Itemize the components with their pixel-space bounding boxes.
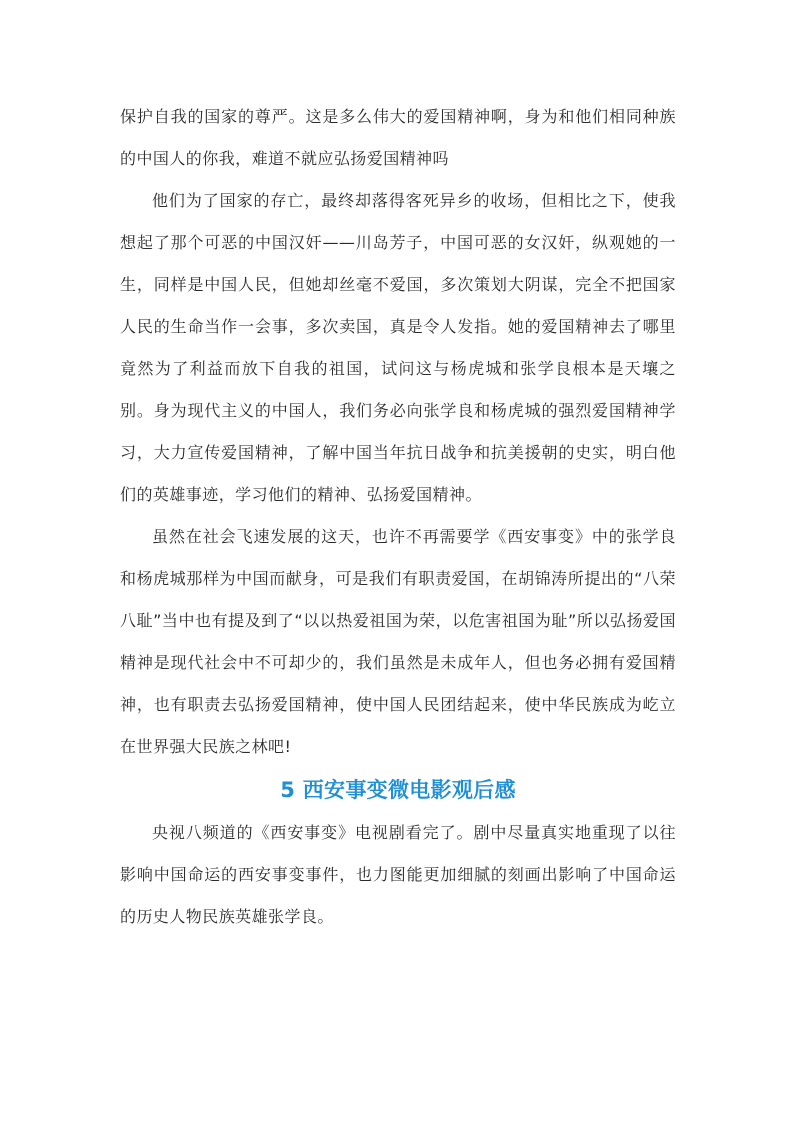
paragraph-1: 保护自我的国家的尊严。这是多么伟大的爱国精神啊，身为和他们相同种族的中国人的你我，难道不就应弘扬爱国精神吗 [120,107,676,168]
paragraph-4: 央视八频道的《西安事变》电视剧看完了。剧中尽量真实地重现了以往影响中国命运的西安事变事件，也力图能更加细腻的刻画出影响了中国命运的历史人物民族英雄张学良。 [120,823,676,926]
document-body [120,96,676,938]
section-heading: 5 西安事变微电影观后感 [280,778,516,802]
paragraph-2: 他们为了国家的存亡，最终却落得客死异乡的收场，但相比之下，使我想起了那个可恶的中国汉奸——川岛芳子，中国可恶的女汉奸，纵观她的一生，同样是中国人民，但她却丝毫不爱国，多次策划大阴谋，完全不把国家人民的生命当作一会事，多次卖国，真是令人发指。她的爱国精神去了哪里竟然为了利益而放下自我的祖国，试问这与杨虎城和张学良根本是天壤之别。身为现代主义的中国人，我们务必向张学良和杨虎城的强烈爱国精神学习，大力宣传爱国精神，了解中国当年抗日战争和抗美援朝的史实，明白他们的英雄事迹，学习他们的精神、弘扬爱国精神。 [120,191,676,504]
paragraph-3: 虽然在社会飞速发展的这天，也许不再需要学《西安事变》中的张学良和杨虎城那样为中国而献身，可是我们有职责爱国，在胡锦涛所提出的“八荣八耻”当中也有提及到了“以以热爱祖国为荣，以危害祖国为耻”所以弘扬爱国精神是现代社会中不可却少的，我们虽然是未成年人，但也务必拥有爱国精神，也有职责去弘扬爱国精神，使中国人民团结起来，使中华民族成为屹立在世界强大民族之林吧! [120,527,676,756]
